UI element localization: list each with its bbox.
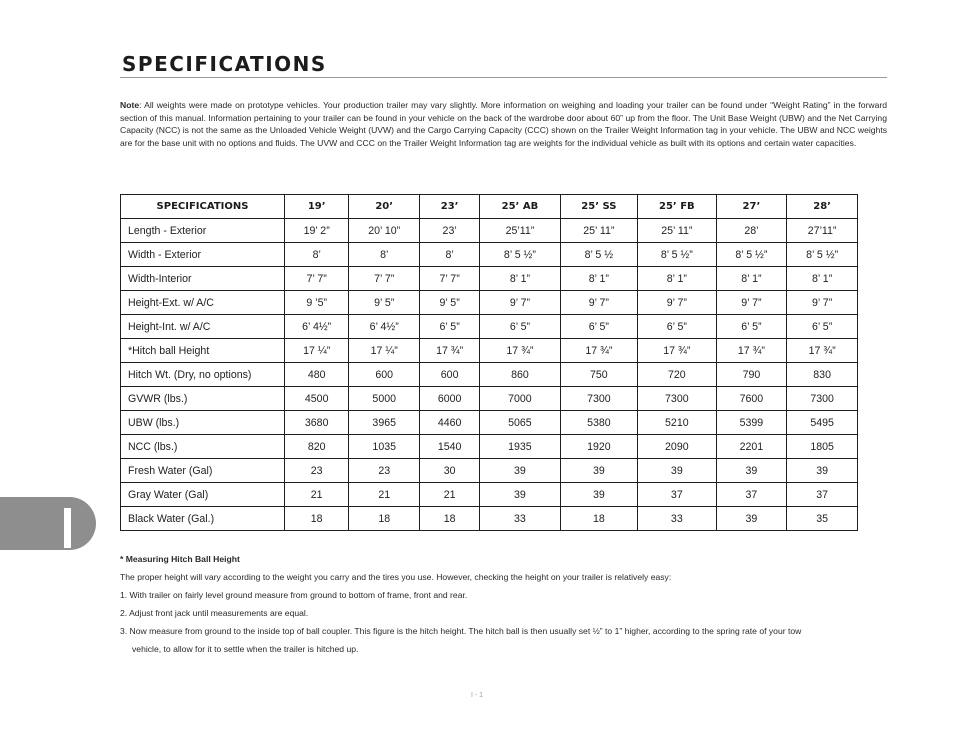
- table-cell: 17 ¾”: [716, 339, 787, 363]
- table-cell: 1920: [560, 435, 637, 459]
- section-tab-letter-i-icon: [64, 508, 71, 548]
- table-cell: 4460: [420, 411, 480, 435]
- table-cell: 7300: [560, 387, 637, 411]
- header-cell: SPECIFICATIONS: [121, 195, 285, 219]
- table-cell: 3680: [285, 411, 349, 435]
- table-cell: 5399: [716, 411, 787, 435]
- table-cell: 7000: [480, 387, 560, 411]
- row-label: *Hitch ball Height: [121, 339, 285, 363]
- table-cell: 9 ’5”: [285, 291, 349, 315]
- header-cell: 25’ SS: [560, 195, 637, 219]
- note-text: : All weights were made on prototype vehicles. Your production trailer may vary slightly. More information on weighing and loading your trailer can be found under “Weight Rating” in the forward section of this manual. Information pertaining to your trailer can be found in your vehicle on the back of the wardrobe door about 60” up from the floor. The Unit Base Weight (UBW) and the Net Carrying Capacity (NCC) is not the same as the Unloaded Vehicle Weight (UVW) and the Cargo Carrying Capacity (CCC) shown on the Trailer Weight Information tag in your vehicle. The UBW and NCC weights are for the base unit with no options and fluids. The UVW and CCC on the Trailer Weight Information tag are weights for the individual vehicle as built with its options and certain water capacities.: [120, 100, 887, 148]
- section-tab: [0, 497, 96, 550]
- table-row: [121, 507, 858, 531]
- row-label: Width-Interior: [121, 267, 285, 291]
- row-label: Black Water (Gal.): [121, 507, 285, 531]
- table-cell: 600: [420, 363, 480, 387]
- table-cell: 7’ 7”: [420, 267, 480, 291]
- table-cell: 2201: [716, 435, 787, 459]
- table-cell: 4500: [285, 387, 349, 411]
- table-cell: 8’: [349, 243, 420, 267]
- table-header-row: [121, 195, 858, 219]
- header-cell: 20’: [349, 195, 420, 219]
- table-row: [121, 387, 858, 411]
- table-cell: 3965: [349, 411, 420, 435]
- table-cell: 39: [716, 507, 787, 531]
- footnote-heading: * Measuring Hitch Ball Height: [120, 554, 240, 564]
- table-cell: 7600: [716, 387, 787, 411]
- table-cell: 17 ¼”: [349, 339, 420, 363]
- table-cell: 6000: [420, 387, 480, 411]
- specifications-table: [120, 194, 858, 531]
- table-cell: 21: [420, 483, 480, 507]
- footnote-step-1: 1. With trailer on fairly level ground measure from ground to bottom of frame, front and rear.: [120, 590, 468, 600]
- table-cell: 8’ 5 ½”: [480, 243, 560, 267]
- table-cell: 8’: [285, 243, 349, 267]
- table-cell: 17 ¾”: [787, 339, 858, 363]
- table-cell: 23’: [420, 219, 480, 243]
- table-cell: 8’ 1”: [638, 267, 717, 291]
- table-cell: 8’ 1”: [480, 267, 560, 291]
- page-number: I - 1: [470, 692, 484, 699]
- table-cell: 6’ 5”: [716, 315, 787, 339]
- table-cell: 17 ¾”: [560, 339, 637, 363]
- table-cell: 19’ 2”: [285, 219, 349, 243]
- header-cell: 19’: [285, 195, 349, 219]
- table-cell: 37: [787, 483, 858, 507]
- table-cell: 6’ 5”: [638, 315, 717, 339]
- table-cell: 860: [480, 363, 560, 387]
- footnote-intro: The proper height will vary according to the weight you carry and the tires you use. However, checking the height on your trailer is relatively easy:: [120, 572, 672, 582]
- note-label: Note: [120, 100, 140, 110]
- table-row: [121, 291, 858, 315]
- table-row: [121, 219, 858, 243]
- table-cell: 35: [787, 507, 858, 531]
- table-cell: 7’ 7”: [285, 267, 349, 291]
- row-label: Width - Exterior: [121, 243, 285, 267]
- table-cell: 6’ 4½”: [349, 315, 420, 339]
- table-cell: 820: [285, 435, 349, 459]
- row-label: Height-Ext. w/ A/C: [121, 291, 285, 315]
- table-row: [121, 243, 858, 267]
- title-divider: [120, 77, 887, 78]
- table-row: [121, 435, 858, 459]
- weight-note: [120, 99, 887, 149]
- footnote-step-3: 3. Now measure from ground to the inside top of ball coupler. This figure is the hitch height. The hitch ball is then usually set ½” to 1” higher, according to the spring rate of your tow: [120, 626, 802, 636]
- row-label: Gray Water (Gal): [121, 483, 285, 507]
- table-cell: 8’: [420, 243, 480, 267]
- table-row: [121, 483, 858, 507]
- row-label: GVWR (lbs.): [121, 387, 285, 411]
- table-cell: 1935: [480, 435, 560, 459]
- header-cell: 25’ AB: [480, 195, 560, 219]
- row-label: Height-Int. w/ A/C: [121, 315, 285, 339]
- table-cell: 39: [480, 459, 560, 483]
- table-cell: 25’ 11”: [560, 219, 637, 243]
- table-cell: 39: [787, 459, 858, 483]
- header-cell: 27’: [716, 195, 787, 219]
- table-cell: 23: [285, 459, 349, 483]
- table-cell: 27’11”: [787, 219, 858, 243]
- table-cell: 39: [638, 459, 717, 483]
- table-cell: 5000: [349, 387, 420, 411]
- table-cell: 8’ 1”: [560, 267, 637, 291]
- row-label: Fresh Water (Gal): [121, 459, 285, 483]
- table-cell: 9’ 5”: [420, 291, 480, 315]
- table-cell: 830: [787, 363, 858, 387]
- table-cell: 39: [560, 483, 637, 507]
- table-cell: 8’ 1”: [787, 267, 858, 291]
- table-cell: 18: [349, 507, 420, 531]
- header-cell: 25’ FB: [638, 195, 717, 219]
- table-cell: 1805: [787, 435, 858, 459]
- table-cell: 30: [420, 459, 480, 483]
- table-cell: 18: [420, 507, 480, 531]
- table-cell: 5065: [480, 411, 560, 435]
- table-cell: 8’ 5 ½”: [716, 243, 787, 267]
- table-cell: 17 ¼”: [285, 339, 349, 363]
- table-cell: 37: [716, 483, 787, 507]
- table-cell: 6’ 5”: [480, 315, 560, 339]
- table-row: [121, 339, 858, 363]
- table-cell: 28’: [716, 219, 787, 243]
- table-cell: 23: [349, 459, 420, 483]
- table-cell: 18: [285, 507, 349, 531]
- table-cell: 18: [560, 507, 637, 531]
- table-cell: 20’ 10”: [349, 219, 420, 243]
- row-label: Hitch Wt. (Dry, no options): [121, 363, 285, 387]
- table-cell: 1035: [349, 435, 420, 459]
- table-cell: 6’ 5”: [560, 315, 637, 339]
- table-cell: 25’ 11”: [638, 219, 717, 243]
- table-cell: 720: [638, 363, 717, 387]
- table-cell: 9’ 7”: [638, 291, 717, 315]
- table-cell: 9’ 7”: [480, 291, 560, 315]
- table-row: [121, 459, 858, 483]
- table-cell: 480: [285, 363, 349, 387]
- table-cell: 17 ¾”: [638, 339, 717, 363]
- table-cell: 5380: [560, 411, 637, 435]
- header-cell: 28’: [787, 195, 858, 219]
- table-cell: 21: [349, 483, 420, 507]
- table-body: [121, 219, 858, 531]
- table-row: [121, 363, 858, 387]
- table-cell: 39: [480, 483, 560, 507]
- table-cell: 33: [638, 507, 717, 531]
- row-label: NCC (lbs.): [121, 435, 285, 459]
- row-label: Length - Exterior: [121, 219, 285, 243]
- table-cell: 6’ 4½”: [285, 315, 349, 339]
- table-cell: 7300: [638, 387, 717, 411]
- header-cell: 23’: [420, 195, 480, 219]
- table-cell: 17 ¾”: [420, 339, 480, 363]
- table-cell: 8’ 5 ½”: [638, 243, 717, 267]
- table-cell: 17 ¾”: [480, 339, 560, 363]
- table-cell: 8’ 5 ½: [560, 243, 637, 267]
- row-label: UBW (lbs.): [121, 411, 285, 435]
- table-cell: 5495: [787, 411, 858, 435]
- table-cell: 750: [560, 363, 637, 387]
- page-title: SPECIFICATIONS: [122, 52, 327, 76]
- table-cell: 8’ 5 ½”: [787, 243, 858, 267]
- table-cell: 9’ 5”: [349, 291, 420, 315]
- table-cell: 21: [285, 483, 349, 507]
- footnote-step-3-cont: vehicle, to allow for it to settle when the trailer is hitched up.: [132, 644, 359, 654]
- table-cell: 6’ 5”: [420, 315, 480, 339]
- table-cell: 39: [560, 459, 637, 483]
- table-cell: 8’ 1”: [716, 267, 787, 291]
- table-row: [121, 411, 858, 435]
- footnote-step-2: 2. Adjust front jack until measurements are equal.: [120, 608, 309, 618]
- table-cell: 5210: [638, 411, 717, 435]
- table-cell: 39: [716, 459, 787, 483]
- table-cell: 2090: [638, 435, 717, 459]
- table-cell: 33: [480, 507, 560, 531]
- table-cell: 9’ 7”: [787, 291, 858, 315]
- table-cell: 9’ 7”: [560, 291, 637, 315]
- table-cell: 1540: [420, 435, 480, 459]
- table-cell: 790: [716, 363, 787, 387]
- hitch-height-footnote: [120, 550, 895, 658]
- table-row: [121, 315, 858, 339]
- table-cell: 9’ 7”: [716, 291, 787, 315]
- table-cell: 600: [349, 363, 420, 387]
- table-cell: 37: [638, 483, 717, 507]
- table-cell: 7’ 7”: [349, 267, 420, 291]
- table-cell: 7300: [787, 387, 858, 411]
- table-cell: 25’11”: [480, 219, 560, 243]
- table-cell: 6’ 5”: [787, 315, 858, 339]
- table-row: [121, 267, 858, 291]
